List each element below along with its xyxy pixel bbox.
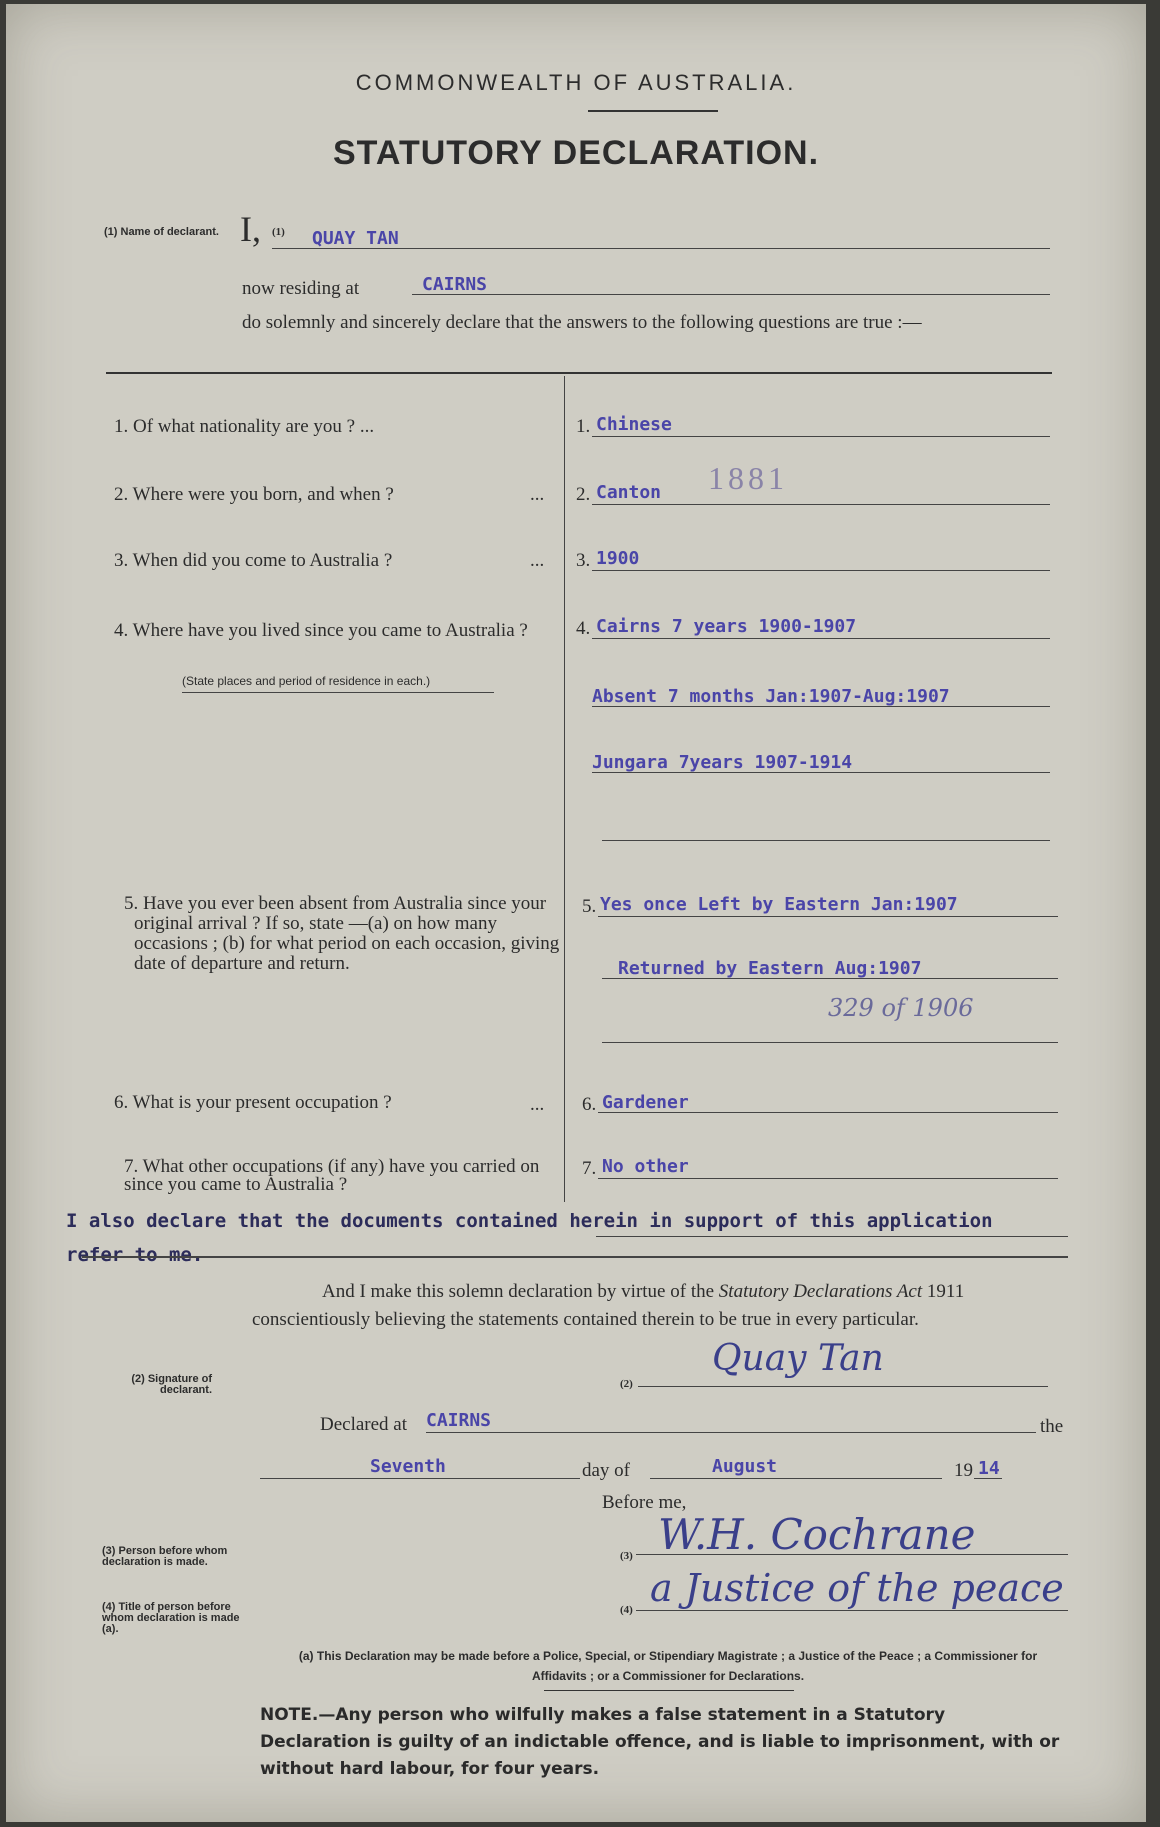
year-line [974, 1478, 1002, 1479]
answer-1: Chinese [596, 414, 672, 435]
declarant-margin-label: (1) Name of declarant. [104, 226, 219, 238]
answer-4-rule2 [592, 706, 1050, 707]
declared-line [426, 1432, 1036, 1433]
day-line [260, 1478, 580, 1479]
question-1: 1. Of what nationality are you ? ... [114, 416, 375, 437]
answer-2-line [592, 504, 1050, 505]
witness-title: a Justice of the peace [650, 1566, 1064, 1610]
question-4: 4. Where have you lived since you came to Australia ? [114, 620, 528, 641]
month-line [650, 1478, 942, 1479]
declarant-i: I, [240, 209, 261, 249]
question-3: 3. When did you come to Australia ? [114, 550, 393, 571]
answer-2: Canton [596, 482, 662, 503]
answer-5-rule1 [598, 916, 1058, 917]
act-name: Statutory Declarations Act [718, 1281, 923, 1302]
answer-1-num: 1. [576, 416, 591, 437]
declared-place: CAIRNS [426, 1410, 492, 1431]
witness-title-margin-label: (4) Title of person before whom declaration is made (a). [102, 1601, 240, 1635]
declaration-page [6, 4, 1146, 1822]
declarant-signature: Quay Tan [712, 1338, 884, 1379]
answer-6: Gardener [602, 1092, 689, 1113]
document-title: STATUTORY DECLARATION. [332, 134, 820, 172]
answer-5-rule2 [602, 978, 1058, 979]
section-rule [106, 372, 1052, 374]
answer-7: No other [602, 1156, 689, 1177]
question-2: 2. Where were you born, and when ? [114, 484, 394, 505]
declared-day: Seventh [370, 1456, 446, 1477]
answer-2-num: 2. [576, 484, 591, 505]
answer-5-handwritten: 329 of 1906 [828, 994, 974, 1022]
answer-3-num: 3. [576, 550, 591, 571]
year-prefix: 19 [954, 1460, 973, 1481]
birth-year-stamp: 1881 [708, 460, 788, 496]
answer-4-rule1 [592, 638, 1050, 639]
declared-month: August [712, 1456, 778, 1477]
answer-6-num: 6. [582, 1094, 597, 1115]
declared-the: the [1040, 1416, 1064, 1437]
signature-margin-label: (2) Signature of declarant. [131, 1373, 212, 1396]
declarant-ref: (1) [272, 226, 285, 238]
witness-title-line [636, 1610, 1068, 1611]
column-divider [564, 376, 565, 1202]
answer-7-rule [598, 1178, 1058, 1179]
witness-margin-label: (3) Person before whom declaration is made. [102, 1545, 228, 1568]
witness-ref3: (3) [620, 1550, 633, 1562]
question-5: 5. Have you ever been absent from Australia since your original arrival ? If so, state —(a) on how many occasions ; (b) for what period on each occasion, giving date of departure and return. [124, 893, 560, 974]
answer-5-num: 5. [582, 896, 597, 917]
day-of-label: day of [582, 1460, 631, 1481]
answer-1-line [592, 436, 1050, 437]
declared-label: Declared at [320, 1414, 408, 1435]
question-4-note-rule [182, 692, 494, 693]
answer-7-num: 7. [582, 1158, 597, 1179]
answer-5-line1: Yes once Left by Eastern Jan:1907 [600, 894, 958, 915]
typed-addition-rule2 [82, 1256, 1068, 1258]
footnote: (a) This Declaration may be made before a Police, Special, or Stipendiary Magistrate ; a Justice of the Peace ; a Commissioner for Affidavits ; or a Commissioner for Declarations. [298, 1649, 1038, 1683]
solemn-text [252, 1278, 1072, 1334]
before-me: Before me, [602, 1492, 687, 1513]
witness-ref4: (4) [620, 1604, 633, 1616]
signature-line [638, 1386, 1048, 1387]
question-4-note: (State places and period of residence in each.) [182, 674, 431, 688]
typed-addition: I also declare that the documents contained herein in support of this application refer to me. [66, 1210, 993, 1266]
answer-4-rule3 [592, 772, 1050, 773]
legal-note: NOTE.—Any person who wilfully makes a false statement in a Statutory Declaration is guilty of an indictable offence, and is liable to imprisonment, with or without hard labour, for four years. [260, 1705, 1060, 1779]
answer-3-line [592, 570, 1050, 571]
question-2-dots: ... [530, 484, 545, 505]
witness-signature: W.H. Cochrane [658, 1510, 976, 1559]
solemn-text-b: 1911 conscientiously believing the statements contained therein to be true in every particular. [252, 1281, 965, 1330]
country-heading: COMMONWEALTH OF AUSTRALIA. [355, 70, 797, 95]
answer-4-num: 4. [576, 618, 591, 639]
answer-5-rule3 [602, 1042, 1058, 1043]
signature-ref: (2) [620, 1378, 633, 1390]
answer-4-line3: Jungara 7years 1907-1914 [592, 752, 853, 773]
year-suffix: 14 [978, 1458, 1000, 1479]
question-7: 7. What other occupations (if any) have you carried on since you came to Australia ? [124, 1156, 540, 1195]
answer-4-line1: Cairns 7 years 1900-1907 [596, 616, 857, 637]
answer-4-rule4 [602, 840, 1050, 841]
question-6: 6. What is your present occupation ? [114, 1092, 392, 1113]
footnote-rule [544, 1690, 794, 1691]
question-6-dots: ... [530, 1094, 545, 1115]
declarant-name: QUAY TAN [312, 228, 399, 249]
typed-addition-rule1 [596, 1236, 1068, 1237]
residing-line [412, 294, 1050, 295]
residing-place: CAIRNS [422, 274, 488, 295]
question-3-dots: ... [530, 550, 545, 571]
answer-4-line2: Absent 7 months Jan:1907-Aug:1907 [592, 686, 950, 707]
header-rule [588, 110, 718, 112]
declare-text: do solemnly and sincerely declare that the answers to the following questions are true :— [242, 312, 922, 333]
answer-3: 1900 [596, 548, 640, 569]
answer-5-line2: Returned by Eastern Aug:1907 [618, 958, 922, 979]
solemn-text-a: And I make this solemn declaration by virtue of the [322, 1281, 715, 1302]
answer-6-rule [598, 1112, 1058, 1113]
declarant-name-line [272, 248, 1050, 249]
residing-label: now residing at [242, 278, 360, 299]
